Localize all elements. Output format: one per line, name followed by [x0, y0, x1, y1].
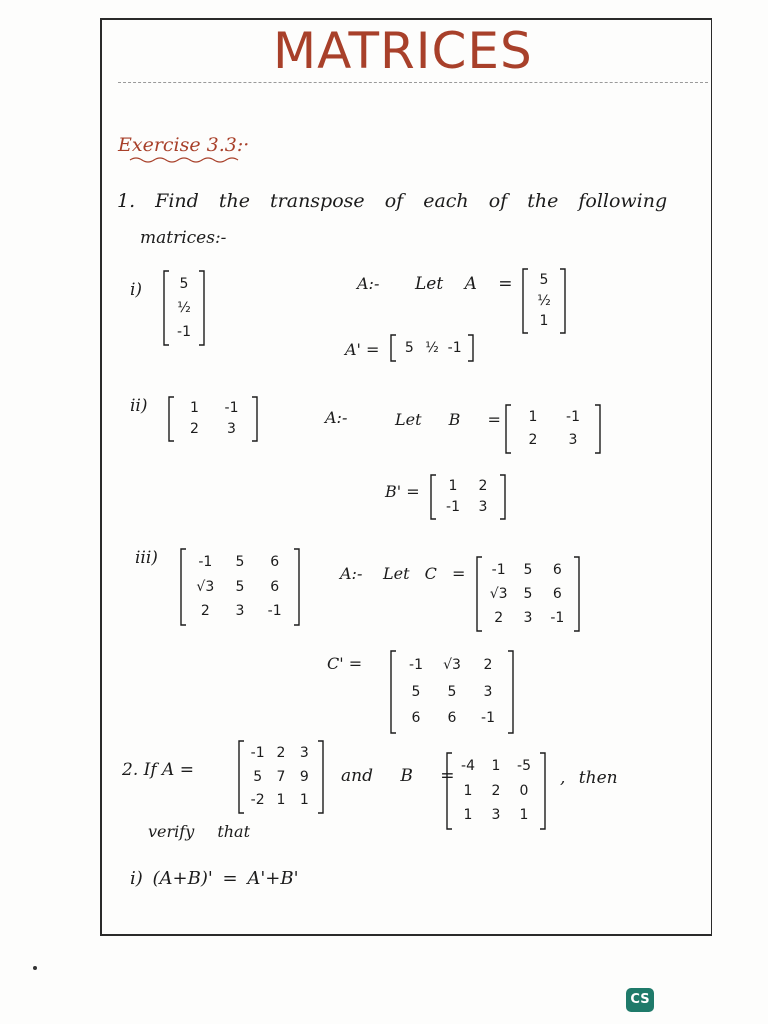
matrix-cell: -1	[447, 339, 462, 356]
part-ii-let-text: Let B =	[395, 410, 501, 429]
part-i-result-text: A' =	[345, 340, 380, 359]
matrix-cell: 2	[483, 656, 493, 673]
matrix-cell: 2	[491, 782, 501, 799]
camscanner-logo: CS	[626, 988, 654, 1012]
matrix-cell: 2	[478, 478, 488, 494]
matrix-cell: -1	[267, 603, 282, 620]
part-iii-label: iii)	[135, 548, 158, 568]
matrix-cell: √3	[443, 656, 461, 673]
left-bracket	[391, 651, 396, 733]
exercise-heading: Exercise 3.3:·	[118, 134, 250, 156]
left-bracket	[447, 753, 452, 829]
right-bracket	[294, 549, 299, 625]
page-title: MATRICES	[273, 22, 533, 80]
left-bracket	[477, 557, 482, 631]
matrix-cell: ½	[425, 339, 439, 356]
matrix-cell: -1	[491, 561, 506, 578]
right-bracket	[252, 397, 257, 441]
matrix-cell: 6	[270, 578, 280, 595]
part-i-matrix	[163, 270, 205, 346]
question-2-verify-text: verify that	[148, 822, 251, 841]
matrix-cell: 6	[447, 710, 457, 727]
left-bracket	[523, 269, 528, 333]
matrix-cell: 1	[463, 807, 473, 824]
matrix-cell: 5	[447, 683, 457, 700]
matrix-cell: -4	[461, 757, 475, 774]
matrix-cell: 6	[411, 710, 421, 727]
matrix-cell: 3	[491, 807, 501, 824]
left-bracket	[164, 271, 169, 345]
matrix-cell: -1	[250, 745, 265, 762]
right-bracket	[540, 753, 545, 829]
left-bracket	[181, 549, 186, 625]
question-2-and-text: and B =	[341, 766, 455, 786]
right-bracket	[468, 335, 473, 361]
matrix-cell: -1	[550, 609, 565, 626]
part-ii-result-text: B' =	[385, 482, 420, 501]
question-2-matrix-b	[446, 752, 546, 830]
matrix-cell: 1	[519, 807, 529, 824]
part-iii-let-matrix	[476, 556, 580, 632]
matrix-cell: -5	[517, 757, 531, 774]
matrix-cell: 1	[491, 757, 501, 774]
part-iii-result-matrix	[390, 650, 514, 734]
matrix-cell: -1	[481, 710, 495, 727]
left-bracket	[169, 397, 174, 441]
matrix-cell: 5	[539, 271, 549, 288]
title-rule	[118, 82, 708, 83]
matrix-cell: 2	[276, 745, 286, 762]
part-iii-result-text: C' =	[327, 654, 363, 673]
matrix-cell: 5	[404, 339, 414, 356]
matrix-cell: 1	[276, 791, 286, 808]
matrix-cell: 9	[299, 768, 309, 785]
matrix-cell: 1	[448, 478, 458, 494]
left-bracket	[239, 741, 244, 813]
part-iii-solution-prefix: A:-	[340, 564, 363, 583]
part-ii-let-matrix	[505, 404, 601, 454]
question-1-line-2: matrices:-	[140, 228, 227, 248]
matrix-cell: 0	[519, 782, 529, 799]
matrix-cell: 3	[227, 421, 236, 437]
matrix-cell: 1	[463, 782, 473, 799]
right-bracket	[595, 405, 600, 453]
matrix-cell: -2	[250, 791, 265, 808]
part-ii-label: ii)	[130, 396, 148, 416]
exercise-underline	[128, 155, 248, 163]
matrix-cell: 5	[235, 578, 245, 595]
matrix-cell: 5	[253, 768, 263, 785]
right-bracket	[560, 269, 565, 333]
matrix-cell: 6	[552, 585, 562, 602]
question-2-sub-i: i) (A+B)' = A'+B'	[130, 868, 299, 889]
matrix-cell: ½	[177, 299, 191, 316]
matrix-cell: 2	[528, 432, 538, 448]
matrix-cell: 3	[483, 683, 493, 700]
part-i-let-text: Let A =	[415, 274, 513, 294]
matrix-cell: 1	[539, 313, 549, 330]
matrix-cell: -1	[409, 656, 423, 673]
right-bracket	[199, 271, 204, 345]
matrix-cell: √3	[489, 585, 508, 602]
matrix-cell: 3	[523, 609, 533, 626]
matrix-cell: -1	[198, 553, 213, 570]
matrix-cell: 1	[299, 791, 309, 808]
question-2-lead: 2. If A =	[122, 760, 194, 780]
matrix-cell: 3	[478, 499, 488, 515]
matrix-cell: 5	[411, 683, 421, 700]
matrix-cell: 2	[494, 609, 504, 626]
question-1-line-1: 1. Find the transpose of each of the following	[117, 190, 668, 212]
matrix-cell: 6	[552, 561, 562, 578]
part-iii-matrix	[180, 548, 300, 626]
matrix-cell: 5	[179, 275, 189, 292]
matrix-cell: 6	[270, 553, 280, 570]
left-bracket	[431, 475, 436, 519]
matrix-cell: 5	[523, 561, 533, 578]
matrix-cell: -1	[446, 499, 460, 515]
matrix-cell: 5	[523, 585, 533, 602]
matrix-cell: 1	[190, 400, 199, 416]
question-2-then-text: , then	[560, 768, 618, 788]
right-bracket	[508, 651, 513, 733]
part-ii-matrix	[168, 396, 258, 442]
matrix-cell: ½	[537, 292, 551, 309]
left-bracket	[506, 405, 511, 453]
page-speck	[33, 966, 37, 970]
matrix-cell: 3	[299, 745, 309, 762]
left-bracket	[391, 335, 396, 361]
matrix-cell: 1	[528, 409, 538, 425]
matrix-cell: 2	[190, 421, 199, 437]
part-i-let-matrix	[522, 268, 566, 334]
part-i-label: i)	[130, 280, 143, 300]
matrix-cell: 7	[276, 768, 286, 785]
matrix-cell: 3	[235, 603, 245, 620]
right-bracket	[318, 741, 323, 813]
matrix-cell: √3	[196, 578, 215, 595]
part-iii-let-text: Let C =	[383, 564, 466, 583]
matrix-cell: -1	[566, 409, 580, 425]
matrix-cell: 3	[568, 432, 578, 448]
question-2-matrix-a	[238, 740, 324, 814]
part-i-result-matrix	[390, 334, 474, 362]
matrix-cell: -1	[224, 400, 239, 416]
matrix-cell: 2	[200, 603, 210, 620]
matrix-cell: -1	[177, 323, 191, 340]
part-ii-solution-prefix: A:-	[325, 408, 348, 427]
right-bracket	[500, 475, 505, 519]
part-i-solution-prefix: A:-	[357, 274, 380, 293]
right-bracket	[574, 557, 579, 631]
matrix-cell: 5	[235, 553, 245, 570]
part-ii-result-matrix	[430, 474, 506, 520]
